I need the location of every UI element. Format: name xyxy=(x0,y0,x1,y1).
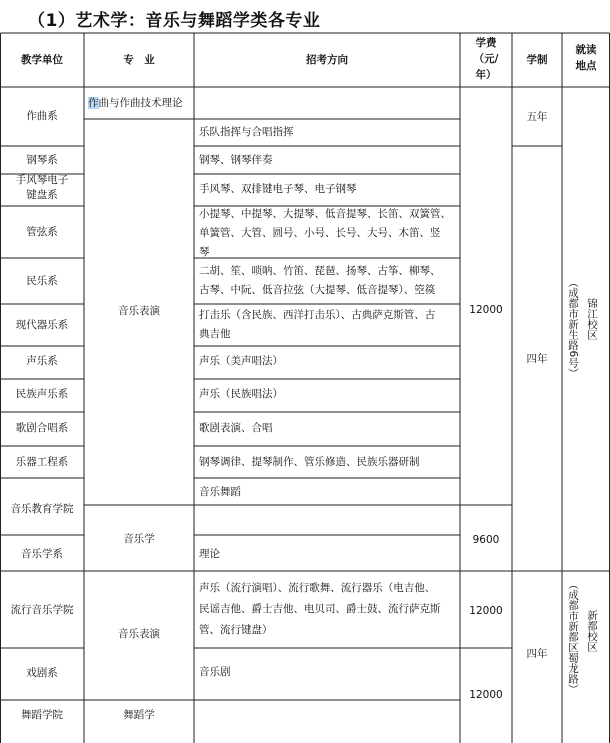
direction-pop-line3: 管、流行键盘） xyxy=(199,624,273,636)
direction-keyboard: 手风琴、双排键电子琴、电子钢琴 xyxy=(199,183,357,195)
direction-folk-singing: 声乐（民族唱法） xyxy=(199,388,283,400)
header-campus xyxy=(562,44,610,73)
unit-pop-music: 流行音乐学院 xyxy=(10,604,74,616)
direction-musical: 音乐剧 xyxy=(199,666,231,678)
direction-modern-line1: 打击乐（含民族、西洋打击乐）、古典萨克斯管、古 xyxy=(199,309,436,321)
unit-modern: 现代器乐系 xyxy=(15,319,69,331)
fee-main: 12000 xyxy=(469,304,503,316)
unit-opera: 歌剧合唱系 xyxy=(15,422,69,434)
direction-modern-line2: 典吉他 xyxy=(199,328,231,340)
direction-folk-line1: 二胡、笙、唢呐、竹笛、琵琶、扬琴、古筝、柳琴、 xyxy=(199,265,441,277)
direction-folk xyxy=(199,262,441,300)
unit-musicology: 音乐学系 xyxy=(21,548,63,560)
unit-folk: 民乐系 xyxy=(26,275,58,287)
major-composition-text: 曲与作曲技术理论 xyxy=(98,97,183,109)
unit-vocal: 声乐系 xyxy=(26,355,58,367)
direction-music-dance: 音乐舞蹈 xyxy=(199,486,241,498)
direction-opera: 歌剧表演、合唱 xyxy=(199,422,273,434)
header-fee xyxy=(460,37,512,82)
direction-pop-line1: 声乐（流行演唱）、流行歌舞、流行器乐（电吉他、 xyxy=(199,582,436,594)
unit-music-edu: 音乐教育学院 xyxy=(10,503,74,515)
years-five: 五年 xyxy=(526,111,548,123)
direction-instrument-making: 钢琴调律、提琴制作、管乐修造、民族乐器研制 xyxy=(199,456,420,468)
header-fee-line3: 年） xyxy=(475,69,497,81)
unit-orchestra: 管弦系 xyxy=(26,226,58,238)
major-musicology: 音乐学 xyxy=(123,533,155,545)
header-fee-line1: 学费 xyxy=(475,37,497,49)
unit-accordion xyxy=(0,173,84,203)
unit-instrument-eng: 乐器工程系 xyxy=(15,456,69,468)
page-title: （1）艺术学：音乐与舞蹈学类各专业 xyxy=(28,11,321,31)
fee-pop: 12000 xyxy=(469,605,503,617)
campus-xindu-name: 新都校区 xyxy=(586,610,598,652)
major-composition xyxy=(88,94,183,113)
fee-musicology: 9600 xyxy=(472,534,500,546)
direction-piano: 钢琴、钢琴伴奏 xyxy=(199,154,273,166)
campus-xindu-address: （成都市新都区蜀龙路） xyxy=(567,579,579,695)
direction-folk-line2: 古琴、中阮、低音拉弦（大提琴、低音提琴）、箜篌 xyxy=(199,284,436,296)
header-campus-line1: 就读 xyxy=(575,44,597,56)
unit-accordion-line1: 手风琴电子 xyxy=(15,174,69,186)
years-four-jinjiang: 四年 xyxy=(526,353,548,365)
years-four-xindu: 四年 xyxy=(526,648,548,660)
fee-drama-dance: 12000 xyxy=(469,689,503,701)
header-years: 学制 xyxy=(526,54,548,66)
selected-text: 作 xyxy=(88,97,99,109)
direction-orchestral-line1: 小提琴、中提琴、大提琴、低音提琴、长笛、双簧管、 xyxy=(199,208,451,220)
direction-orchestral-line2: 单簧管、大管、圆号、小号、长号、大号、木笛、竖 xyxy=(199,227,441,239)
unit-piano: 钢琴系 xyxy=(26,154,58,166)
direction-bel-canto: 声乐（美声唱法） xyxy=(199,355,283,367)
campus-jinjiang-name: 锦江校区 xyxy=(586,298,598,340)
direction-pop-line2: 民谣吉他、爵士吉他、电贝司、爵士鼓、流行萨克斯 xyxy=(199,603,441,615)
campus-jinjiang-address: （成都市新生路6号） xyxy=(567,277,579,379)
header-direction: 招考方向 xyxy=(306,54,348,66)
header-major: 专 业 xyxy=(123,54,155,66)
direction-orchestral-line3: 琴 xyxy=(199,246,210,258)
header-fee-line2: （元/ xyxy=(473,53,499,65)
header-campus-line2: 地点 xyxy=(575,60,597,72)
direction-conducting: 乐队指挥与合唱指挥 xyxy=(199,126,294,138)
unit-dance: 舞蹈学院 xyxy=(21,709,63,721)
unit-drama: 戏剧系 xyxy=(26,667,58,679)
major-performance: 音乐表演 xyxy=(118,305,160,317)
unit-composition: 作曲系 xyxy=(26,110,58,122)
direction-theory: 理论 xyxy=(199,548,220,560)
direction-modern xyxy=(199,306,435,344)
unit-folk-vocal: 民族声乐系 xyxy=(15,388,69,400)
major-dance: 舞蹈学 xyxy=(123,709,155,721)
major-performance-pop: 音乐表演 xyxy=(118,628,160,640)
header-unit: 教学单位 xyxy=(21,54,63,66)
direction-pop xyxy=(199,578,441,641)
direction-orchestral xyxy=(199,205,451,262)
unit-accordion-line2: 键盘系 xyxy=(26,189,58,201)
